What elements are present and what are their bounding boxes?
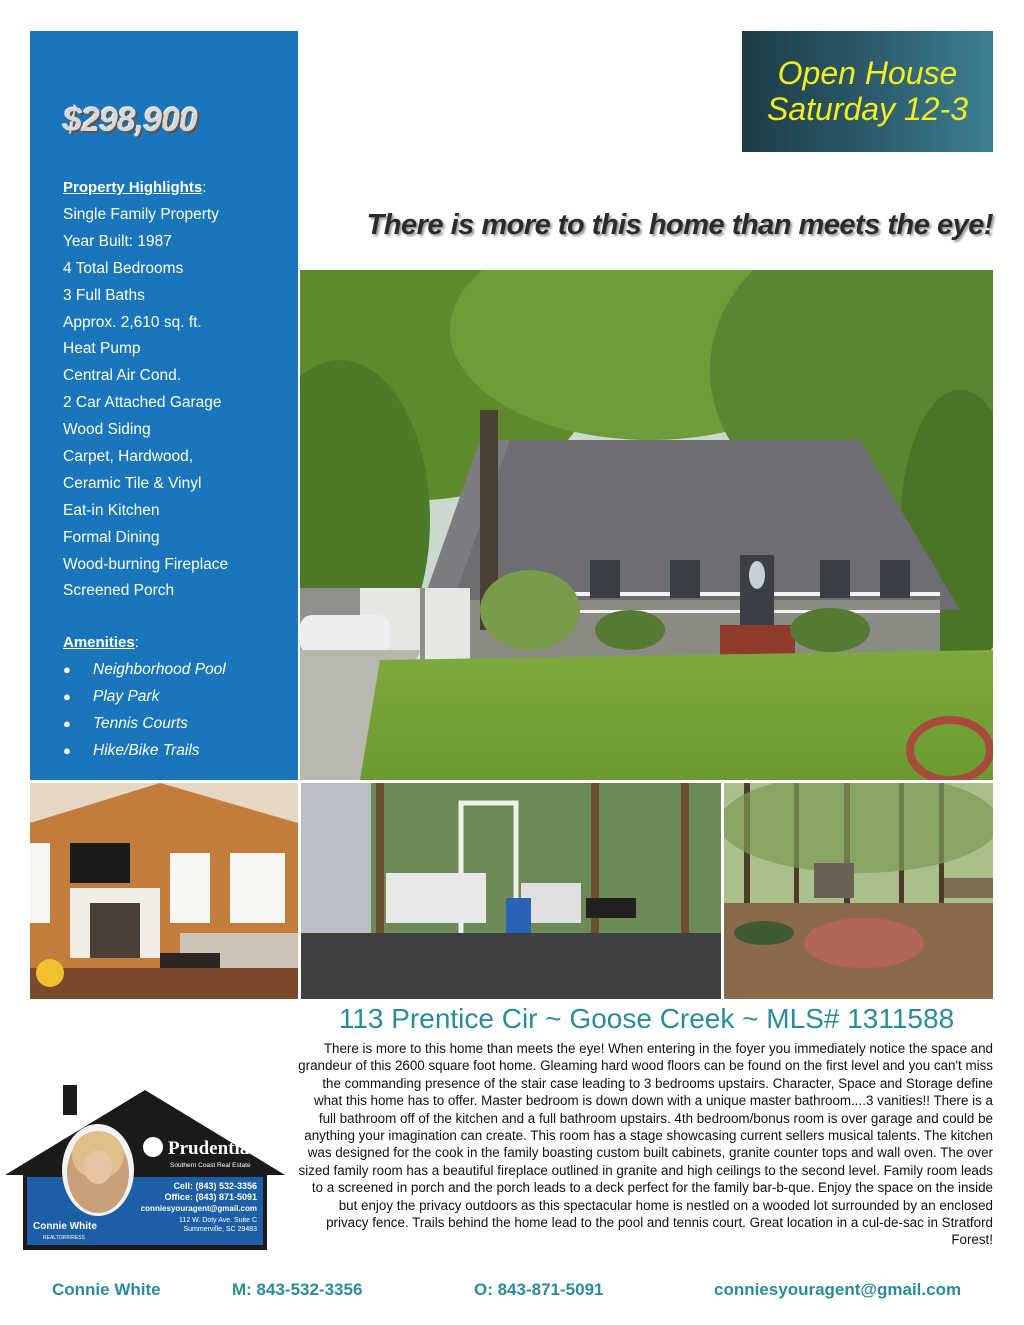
house-exterior-photo <box>300 270 993 780</box>
bullet-icon: ● <box>63 715 71 731</box>
amenity-item: ● Tennis Courts <box>63 714 189 732</box>
property-sidebar <box>30 31 298 780</box>
highlight-item: Screened Porch <box>63 582 175 600</box>
bullet-icon: ● <box>63 688 71 704</box>
chimney-shape <box>63 1085 77 1115</box>
card-city: Summerville, SC 29483 <box>183 1226 257 1233</box>
highlights-list <box>63 205 228 608</box>
highlights-heading: Property Highlights: <box>63 179 207 196</box>
screened-porch-photo <box>301 783 721 999</box>
highlight-item: 3 Full Baths <box>63 286 145 304</box>
highlight-item: 2 Car Attached Garage <box>63 394 222 412</box>
card-cell: Cell: (843) 532-3356 <box>173 1181 257 1191</box>
brand-name: Prudential <box>168 1138 255 1159</box>
amenities-list <box>63 660 226 768</box>
listing-address: 113 Prentice Cir ~ Goose Creek ~ MLS# 1311588 <box>338 1003 955 1034</box>
footer-mobile: M: 843-532-3356 <box>232 1280 363 1299</box>
bullet-icon: ● <box>63 742 71 758</box>
bullet-icon: ● <box>63 662 71 677</box>
highlight-item: Central Air Cond. <box>63 367 182 385</box>
highlight-item: Ceramic Tile & Vinyl <box>63 474 202 492</box>
living-room-photo <box>30 783 298 999</box>
prudential-rock-icon <box>143 1137 163 1157</box>
highlight-item: Single Family Property <box>63 206 219 223</box>
card-street: 112 W. Doty Ave. Suite C <box>179 1217 257 1224</box>
agent-business-card <box>5 1085 285 1255</box>
amenity-item: ● Neighborhood Pool <box>63 661 226 678</box>
highlight-item: Approx. 2,610 sq. ft. <box>63 313 202 331</box>
brand-subtitle: Southern Coast Real Estate <box>170 1162 251 1169</box>
footer-agent-name: Connie White <box>52 1280 161 1299</box>
card-office: Office: (843) 871-5091 <box>164 1192 257 1202</box>
highlight-item: Wood-burning Fireplace <box>63 555 229 573</box>
amenities-heading: Amenities: <box>63 634 139 651</box>
card-agent-name: Connie White <box>33 1221 97 1232</box>
amenity-item: ● Hike/Bike Trails <box>63 741 200 759</box>
highlight-item: Wood Siding <box>63 421 151 439</box>
highlight-item: Formal Dining <box>63 528 160 546</box>
highlight-item: Carpet, Hardwood, <box>63 448 194 466</box>
tagline: There is more to this home than meets the eye! <box>366 209 993 241</box>
backyard-photo <box>724 783 993 999</box>
highlight-item: Heat Pump <box>63 340 141 358</box>
highlight-item: Eat-in Kitchen <box>63 501 160 519</box>
card-agent-title: REALTOR®/RESS <box>43 1235 85 1241</box>
highlight-item: 4 Total Bedrooms <box>63 259 184 277</box>
highlight-item: Year Built: 1987 <box>63 232 172 250</box>
open-house-banner <box>742 31 993 152</box>
open-house-title: Open House <box>777 55 958 91</box>
listing-description: There is more to this home than meets the eye! When entering in the foyer you immediately notice the space and grandeur of this 2600 square foot home. Gleaming hard wood floors can be found on the first level and you can't miss the commanding presence of the stair case leading to 3 bedrooms upstairs. Character, Space and Storage define what this home has to offer. Master bedroom is down down with a unique master bathroom....3 vanities!! There is a full bathroom off of the kitchen and a full bathroom upstairs. 4th bedroom/bonus room is over garage and could be anything your imagination can create. This room has a stage showcasing current sellers musical talents. The kitchen was designed for the cook in the family boasting custom built cabinets, granite counter tops and wall oven. The over sized family room has a beautiful fireplace outlined in granite and high ceilings to the second level. Family room leads to a screened in porch and the porch leads to a deck perfect for the family bar-b-que. Enjoy the space on the inside but enjoy the privacy outdoors as this spectacular home is nestled on a wooded lot surrounded by an enclosed privacy fence. Trails behind the home lead to the pool and tennis court. Great location in a cul-de-sac in Stratford Forest! <box>298 1041 993 1248</box>
footer-office: O: 843-871-5091 <box>474 1280 604 1299</box>
open-house-time: Saturday 12-3 <box>766 91 968 127</box>
footer-email[interactable]: conniesyouragent@gmail.com <box>714 1280 962 1299</box>
card-email: conniesyouragent@gmail.com <box>140 1204 257 1213</box>
amenity-item: ● Play Park <box>63 687 160 705</box>
listing-price: $298,900 <box>63 101 197 139</box>
